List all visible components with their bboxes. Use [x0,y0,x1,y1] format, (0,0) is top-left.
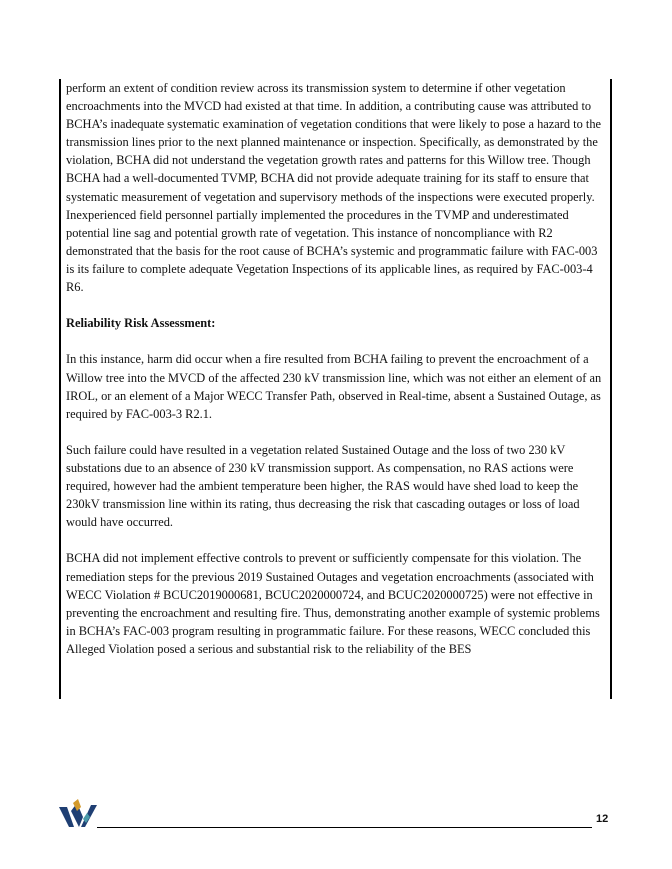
wecc-logo-icon [57,799,99,829]
footer-rule [97,827,592,828]
paragraph-harm: In this instance, harm did occur when a fire resulted from BCHA failing to prevent the encroachment of a Willow tree into the MVCD of the affected 230 kV transmission line, which was not either an element of an IROL, or an element of a Major WECC Transfer Path, observed in Real-time, absent a Sustained Outage, as required by FAC-003-3 R2.1. [66,352,602,421]
paragraph-controls: BCHA did not implement effective controls to prevent or sufficiently compensate for this violation. The remediation steps for the previous 2019 Sustained Outages and vegetation encroachments (associated with WECC Violation # BCUC2019000681, BCUC2020000724, and BCUC2020000725) were not effective in preventing the encroachment and resulting fire. Thus, demonstrating another example of systemic problems in BCHA’s FAC-003 program resulting in programmatic failure. For these reasons, WECC concluded this Alleged Violation posed a serious and substantial risk to the reliability of the BES [66,551,600,656]
page-body [66,79,606,676]
section-heading-risk-assessment: Reliability Risk Assessment: [66,316,216,331]
paragraph-extent-of-condition: perform an extent of condition review across its transmission system to determine if other vegetation encroachments into the MVCD had existed at that time. In addition, a contributing cause was attributed to BCHA’s inadequate systematic examination of vegetation conditions that were likely to pose a hazard to the transmission lines prior to the next planned maintenance or inspection. Specifically, as demonstrated by the violation, BCHA did not understand the vegetation growth rates and patterns for this Willow tree. Though BCHA had a well-documented TVMP, BCHA did not provide adequate training for its staff to ensure that systematic measurement of vegetation and supervisory methods of the inspections were executed properly. Inexperienced field personnel partially implemented the procedures in the TVMP and underestimated potential line sag and potential growth rate of vegetation. This instance of noncompliance with R2 demonstrated that the basis for the root cause of BCHA’s systemic and programmatic failure with FAC-003 is its failure to complete adequate Vegetation Inspections of its applicable lines, as required by FAC-003-4 R6. [66,81,602,295]
spacer [66,296,606,314]
page-number: 12 [596,813,609,825]
paragraph-failure-consequence: Such failure could have resulted in a vegetation related Sustained Outage and the loss of two 230 kV substations due to an absence of 230 kV transmission support. As compensation, no RAS actions were required, however had the ambient temperature been higher, the RAS would have shed load to keep the 230kV transmission line within its rating, thus decreasing the risk that cascading outages or loss of load would have occurred. [66,442,580,530]
